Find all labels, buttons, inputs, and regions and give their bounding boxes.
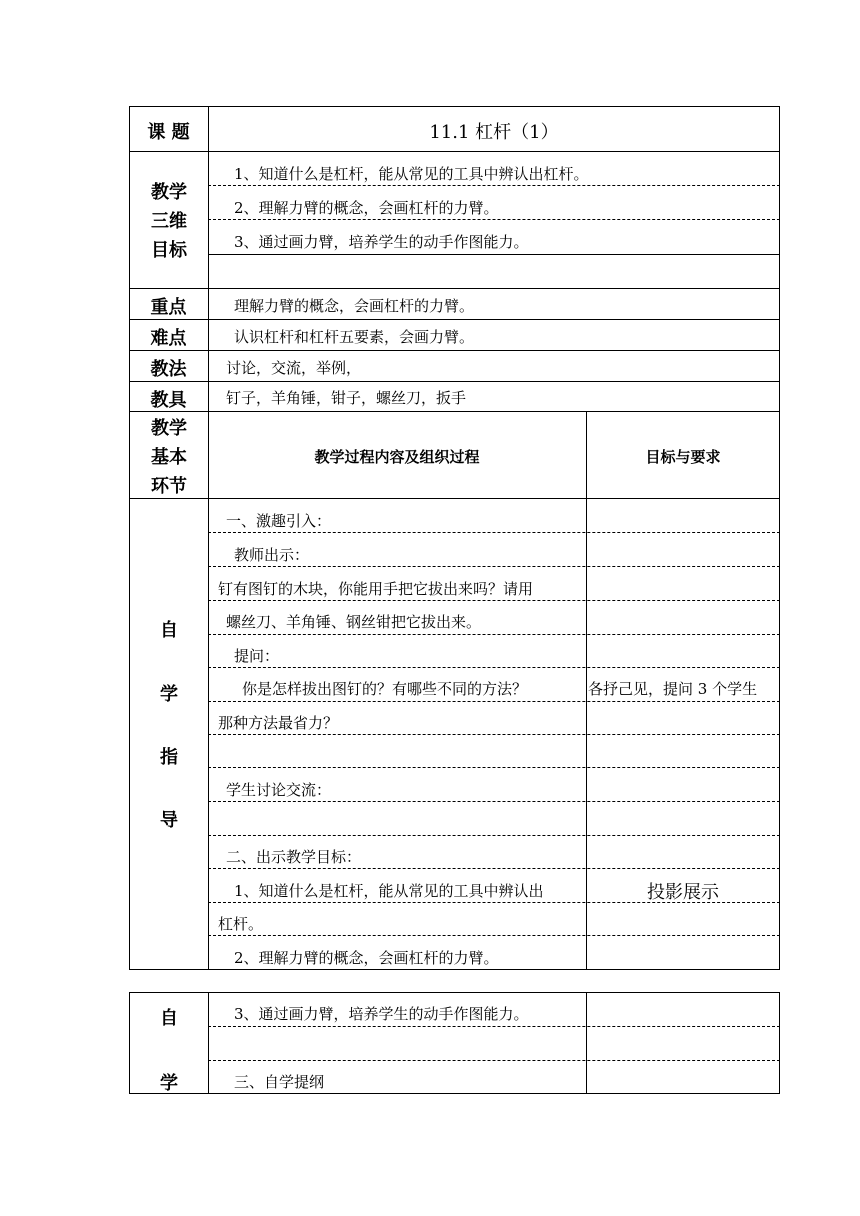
row-divider xyxy=(208,254,780,255)
row-divider xyxy=(129,288,780,289)
method-label: 教法 xyxy=(150,359,187,380)
section-label-char: 学 xyxy=(160,1073,178,1094)
process-line: 那种方法最省力？ xyxy=(218,714,339,732)
process-line: 教师出示： xyxy=(234,546,310,564)
topic-value: 11.1 杠杆（1） xyxy=(429,122,559,143)
dashed-rule xyxy=(208,667,780,668)
process-line: 螺丝刀、羊角锤、钢丝钳把它拔出来。 xyxy=(226,613,482,631)
goals-label-line: 教学 xyxy=(151,182,187,203)
row-divider xyxy=(129,151,780,152)
process-line: 杠杆。 xyxy=(218,915,264,933)
process-line: 2、理解力臂的概念，会画杠杆的力臂。 xyxy=(234,949,499,967)
dashed-rule xyxy=(208,935,780,936)
tools-value: 钉子，羊角锤，钳子，螺丝刀，扳手 xyxy=(226,389,467,407)
process-line: 3、通过画力臂，培养学生的动手作图能力。 xyxy=(234,1005,529,1023)
goal-item: 2、理解力臂的概念，会画杠杆的力臂。 xyxy=(234,199,499,217)
dashed-rule xyxy=(208,701,780,702)
label-column-divider xyxy=(208,992,209,1094)
process-line: 你是怎样拔出图钉的？有哪些不同的方法？ xyxy=(242,680,528,698)
stage-label-line: 教学 xyxy=(151,418,187,439)
goal-column-header: 目标与要求 xyxy=(645,448,721,466)
process-column-header: 教学过程内容及组织过程 xyxy=(314,448,480,466)
dashed-rule xyxy=(208,532,780,533)
dashed-rule xyxy=(208,868,780,869)
row-divider xyxy=(129,350,780,351)
difficulty-label: 难点 xyxy=(150,328,187,349)
dashed-rule xyxy=(208,835,780,836)
row-divider xyxy=(129,411,780,412)
process-line: 1、知道什么是杠杆，能从常见的工具中辨认出 xyxy=(234,882,544,900)
goal-item: 1、知道什么是杠杆，能从常见的工具中辨认出杠杆。 xyxy=(234,165,589,183)
row-divider xyxy=(129,319,780,320)
stage-label-line: 环节 xyxy=(151,476,187,497)
dashed-rule xyxy=(208,1060,780,1061)
dashed-rule xyxy=(208,219,780,220)
dashed-rule xyxy=(208,566,780,567)
section-label-char: 自 xyxy=(160,620,178,641)
dashed-rule xyxy=(208,185,780,186)
dashed-rule xyxy=(208,634,780,635)
difficulty-value: 认识杠杆和杠杆五要素，会画力臂。 xyxy=(234,328,475,346)
goal-note-projection: 投影展示 xyxy=(647,882,719,903)
process-line: 二、出示教学目标： xyxy=(226,848,362,866)
section-label-char: 学 xyxy=(160,684,178,705)
dashed-rule xyxy=(208,801,780,802)
process-line: 提问： xyxy=(234,647,280,665)
goals-label-line: 三维 xyxy=(151,211,187,232)
key-point-value: 理解力臂的概念，会画杠杆的力臂。 xyxy=(234,297,475,315)
process-line: 一、激趣引入： xyxy=(226,512,332,530)
dashed-rule xyxy=(208,1026,780,1027)
goals-label-line: 目标 xyxy=(151,240,187,261)
process-line: 三、自学提纲 xyxy=(234,1073,325,1091)
process-line: 钉有图钉的木块，你能用手把它拔出来吗？请用 xyxy=(218,580,534,598)
section-label-char: 自 xyxy=(160,1008,178,1029)
dashed-rule xyxy=(208,767,780,768)
row-divider xyxy=(129,498,780,499)
dashed-rule xyxy=(208,600,780,601)
dashed-rule xyxy=(208,734,780,735)
process-line: 学生讨论交流： xyxy=(226,781,332,799)
key-point-label: 重点 xyxy=(150,297,187,318)
goal-note-ask-students: 各抒己见，提问 3 个学生 xyxy=(588,680,758,698)
stage-label-line: 基本 xyxy=(151,447,187,468)
row-divider xyxy=(129,381,780,382)
method-value: 讨论，交流，举例， xyxy=(226,359,362,377)
section-label-char: 指 xyxy=(160,747,178,768)
label-column-divider xyxy=(208,106,209,970)
goals-column-divider xyxy=(586,992,587,1094)
section-label-char: 导 xyxy=(160,810,178,831)
tools-label: 教具 xyxy=(150,390,187,411)
topic-label: 课 题 xyxy=(147,122,190,143)
goal-item: 3、通过画力臂，培养学生的动手作图能力。 xyxy=(234,233,529,251)
